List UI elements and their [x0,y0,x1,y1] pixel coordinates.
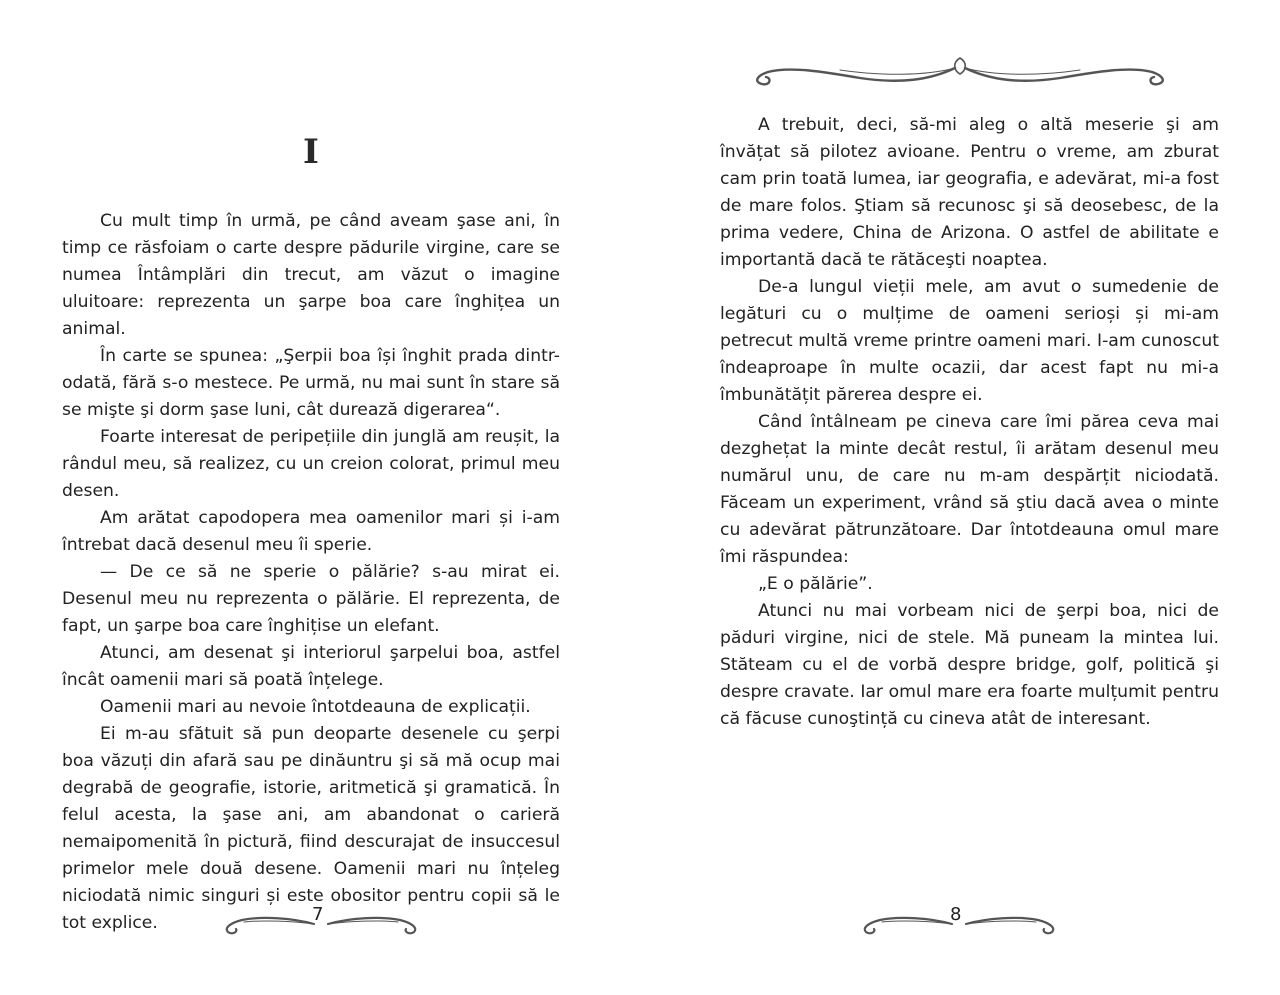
paragraph: Oamenii mari au nevoie întotdeauna de explicații. [100,697,531,717]
chapter-title: I [303,132,319,172]
right-page [640,0,1280,995]
right-page-text [720,112,1219,733]
paragraph: Când întâlneam pe cineva care îmi părea ceva mai dezghețat la minte decât restul, îi arătam desenul meu numărul unu, de care nu m-am despărțit niciodată. Făceam un experiment, vrând să ştiu dacă avea o minte cu adevărat pătrunzătoare. Dar întotdeauna omul mare îmi răspundea: [720,412,1219,567]
page-number: 7 [312,904,324,925]
right-page-footer [860,900,1058,944]
paragraph: De-a lungul vieții mele, am avut o sumedenie de legături cu o mulțime de oameni serioși și mi-am petrecut multă vreme printre oameni mari. I-am cunoscut îndeaproape în multe ocazii, dar acest fapt nu mi-a îmbunătățit părerea despre ei. [720,277,1219,405]
left-page-text [62,208,560,937]
paragraph: Atunci, am desenat şi interiorul şarpelui boa, astfel încât oamenii mari să poată înțelege. [62,643,560,690]
paragraph: Ei m-au sfătuit să pun deoparte desenele cu şerpi boa văzuți din afară sau pe dinăuntru şi să mă ocup mai degrabă de geografie, istorie, aritmetică şi gramatică. În felul acesta, la şase ani, am abandonat o carieră nemaipomenită în pictură, fiind descurajat de insuccesul primelor mele două desene. Oamenii mari nu înțeleg niciodată nimic singuri și este obositor pentru copii să le tot explice. [62,724,560,933]
paragraph: Foarte interesat de peripețiile din junglă am reușit, la rândul meu, să realizez, cu un creion colorat, primul meu desen. [62,427,560,501]
page-number: 8 [950,904,962,925]
paragraph: A trebuit, deci, să-mi aleg o altă meserie şi am învățat să pilotez avioane. Pentru o vreme, am zburat cam prin toată lumea, iar geografia, e adevărat, mi-a fost de mare folos. Ştiam să recunosc şi să deosebesc, de la prima vedere, China de Arizona. O astfel de abilitate e importantă dacă te rătăceşti noaptea. [720,115,1219,270]
paragraph: „E o pălărie”. [758,574,873,594]
left-page-footer [222,900,420,944]
paragraph: Cu mult timp în urmă, pe când aveam şase ani, în timp ce răsfoiam o carte despre pădurile virgine, care se numea Întâmplări din trecut, am văzut o imagine uluitoare: reprezenta un şarpe boa care înghițea un animal. [62,211,560,339]
paragraph: Atunci nu mai vorbeam nici de şerpi boa, nici de păduri virgine, nici de stele. Mă puneam la mintea lui. Stăteam cu el de vorbă despre bridge, golf, politică şi despre cravate. Iar omul mare era foarte mulțumit pentru că făcuse cunoştință cu cineva atât de interesant. [720,601,1219,729]
paragraph: — De ce să ne sperie o pălărie? s-au mirat ei. Desenul meu nu reprezenta o pălărie. El reprezenta, de fapt, un şarpe boa care înghițise un elefant. [62,562,560,636]
paragraph: În carte se spunea: „Şerpii boa își înghit prada dintr-odată, fără s-o mestece. Pe urmă, nu mai sunt în stare să se mişte şi dorm şase luni, cât durează digerarea“. [62,346,560,420]
paragraph: Am arătat capodopera mea oamenilor mari și i-am întrebat dacă desenul meu îi sperie. [62,508,560,555]
flourish-ornament-icon [750,50,1170,94]
